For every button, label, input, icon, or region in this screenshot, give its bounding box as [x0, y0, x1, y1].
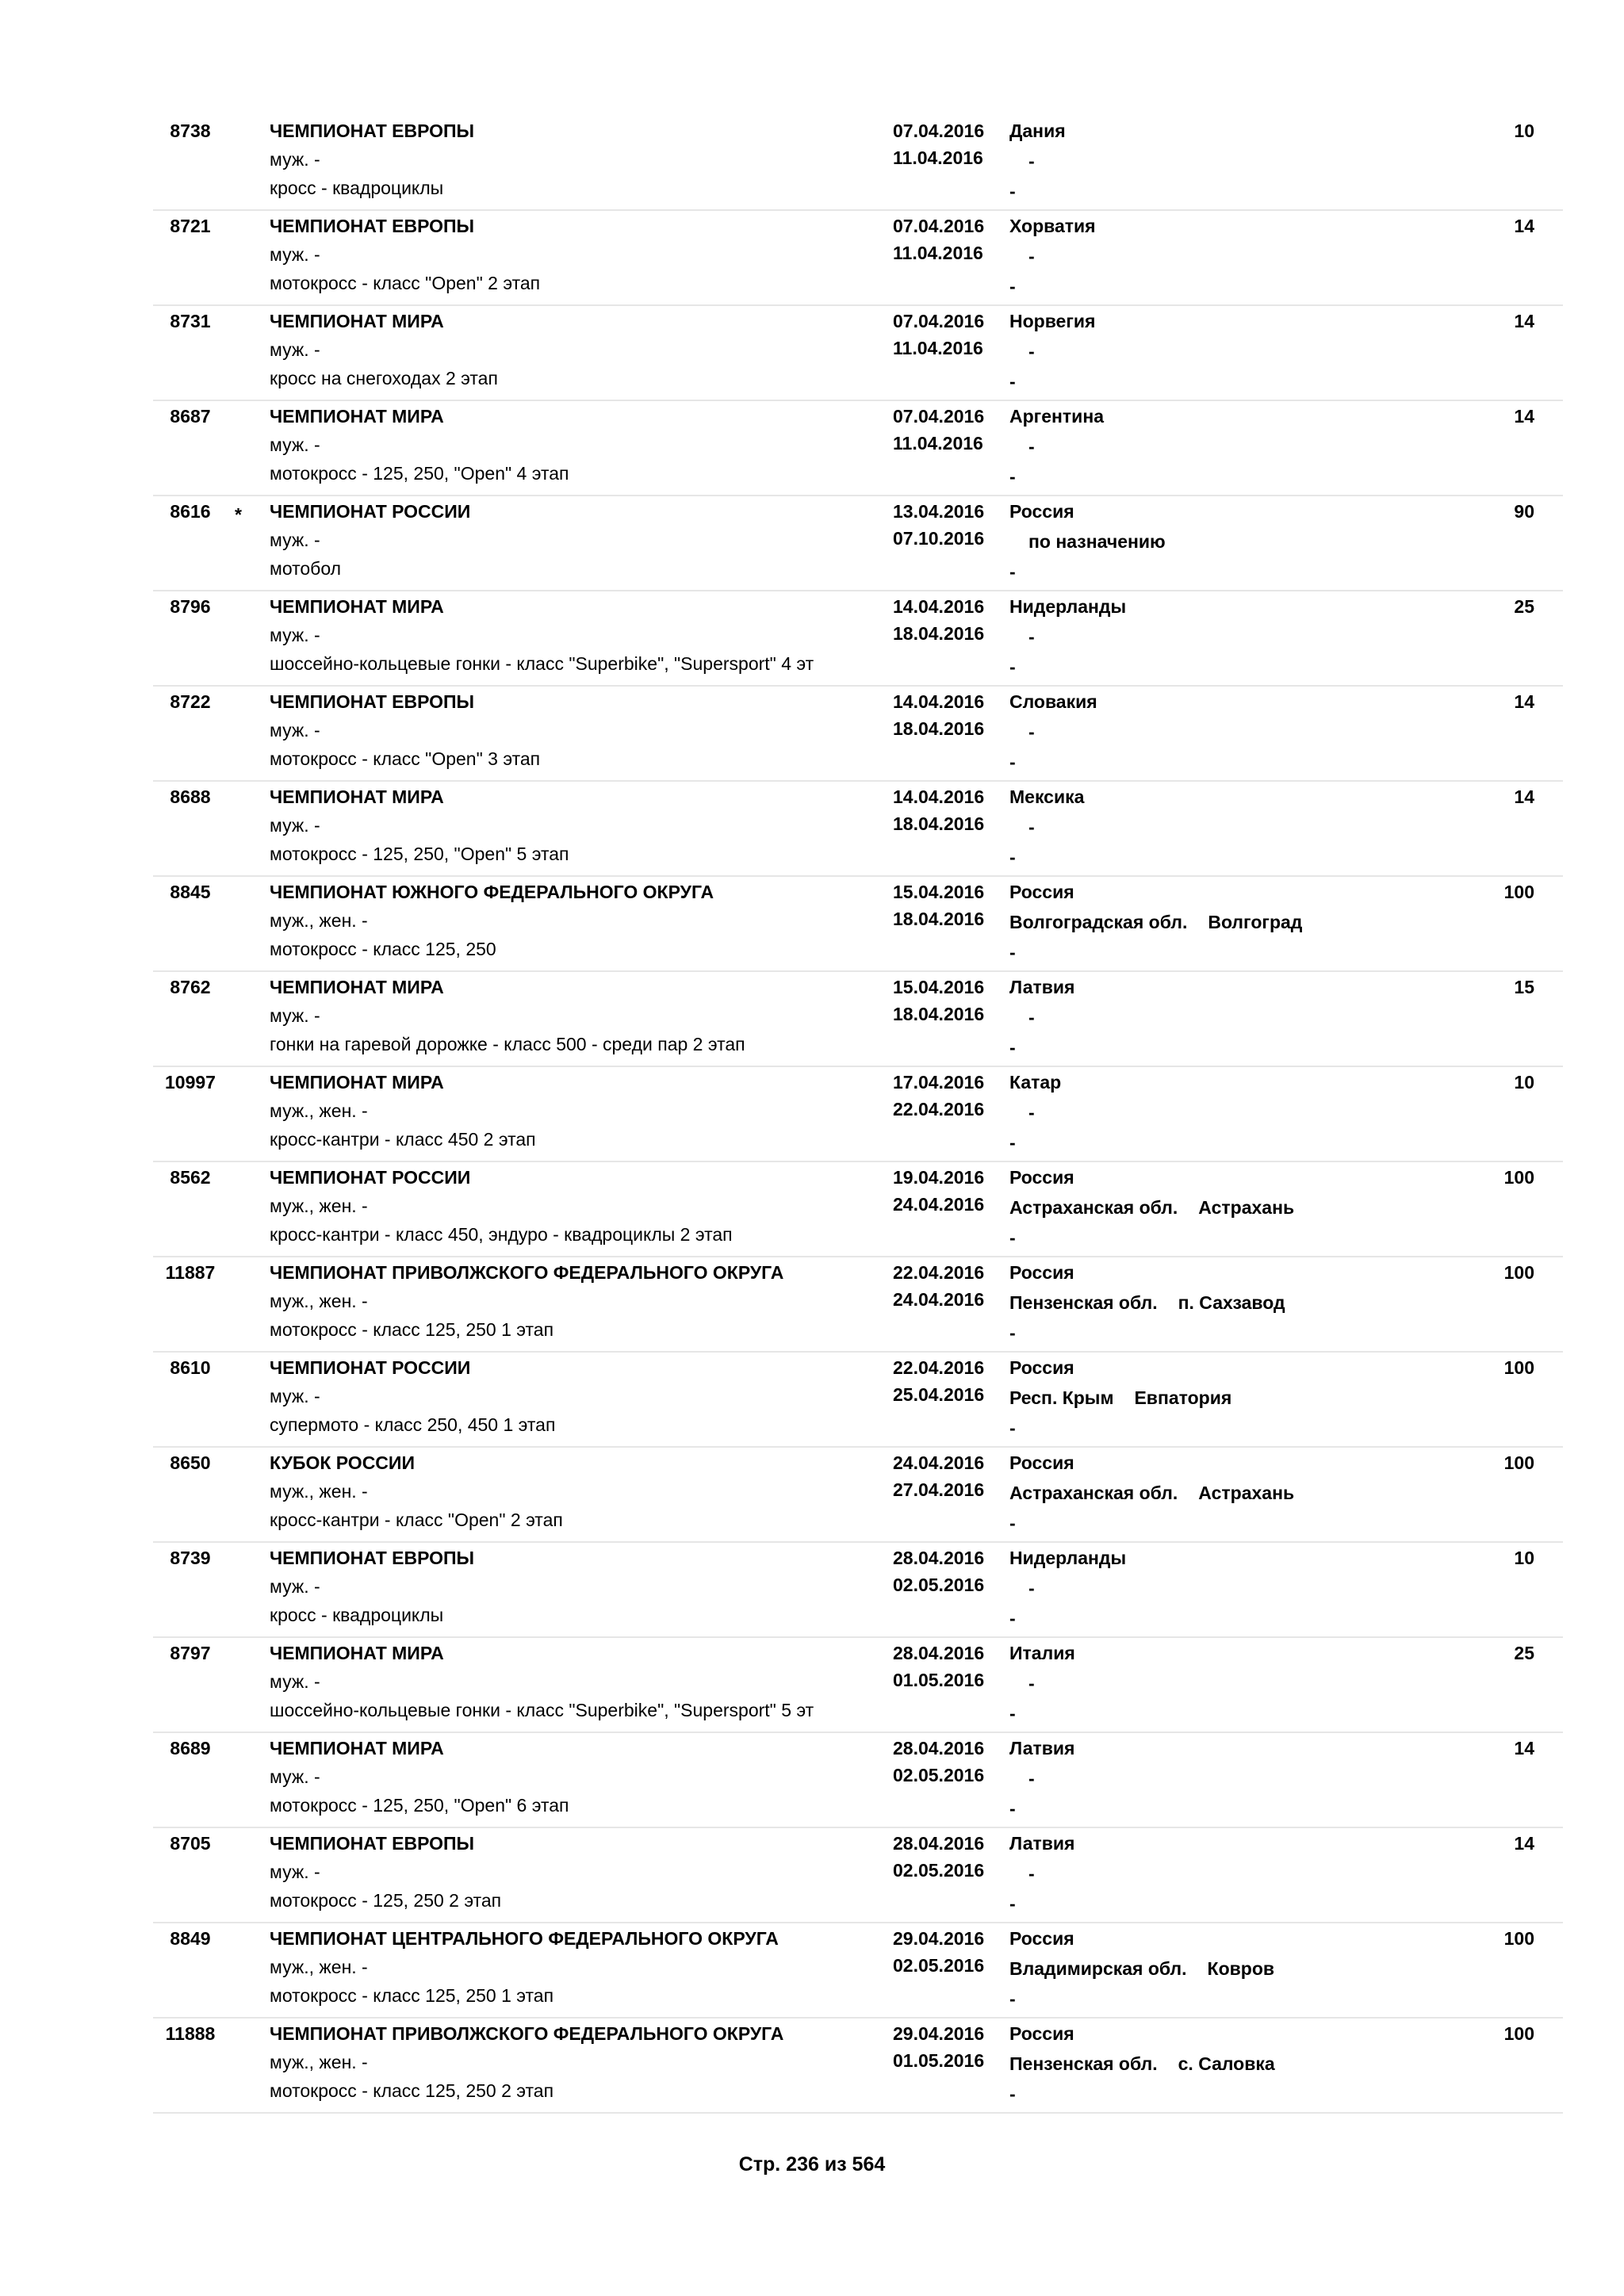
event-row [153, 1067, 1563, 1162]
date-end: 11.04.2016 [893, 243, 983, 263]
event-row [153, 1162, 1563, 1257]
date-end: 11.04.2016 [893, 147, 983, 168]
event-discipline: мотокросс - 125, 250, "Open" 6 этап [270, 1795, 569, 1816]
event-participants: 100 [1503, 882, 1534, 902]
event-row [153, 591, 1563, 687]
date-end: 02.05.2016 [893, 1765, 985, 1785]
event-gender: муж. - [270, 1386, 320, 1406]
date-start: 29.04.2016 [893, 2023, 985, 2044]
event-id: 11888 [165, 2023, 216, 2044]
event-gender: муж., жен. - [270, 1957, 368, 1977]
event-id: 8705 [170, 1833, 211, 1854]
date-start: 07.04.2016 [893, 311, 985, 331]
event-region-dash: - [1028, 1768, 1035, 1789]
event-discipline: кросс-кантри - класс 450, эндуро - квадроциклы 2 этап [270, 1224, 733, 1245]
event-region-dash: - [1028, 1102, 1035, 1123]
event-country: Латвия [1009, 977, 1075, 997]
date-end: 18.04.2016 [893, 813, 985, 834]
date-start: 15.04.2016 [893, 882, 985, 902]
event-id: 8738 [170, 121, 211, 141]
date-end: 11.04.2016 [893, 433, 983, 453]
event-gender: муж. - [270, 815, 320, 836]
event-venue-dash: - [1009, 2084, 1016, 2104]
event-title: ЧЕМПИОНАТ РОССИИ [270, 1357, 471, 1378]
event-venue-dash: - [1009, 1703, 1016, 1724]
event-gender: муж. - [270, 244, 320, 265]
event-country: Мексика [1009, 786, 1085, 807]
event-country: Дания [1009, 121, 1066, 141]
date-start: 14.04.2016 [893, 691, 985, 712]
event-discipline: гонки на гаревой дорожке - класс 500 - среди пар 2 этап [270, 1034, 745, 1054]
event-location [1009, 1389, 1231, 1407]
event-id: 8797 [170, 1643, 211, 1663]
event-gender: муж. - [270, 1005, 320, 1026]
date-start: 28.04.2016 [893, 1548, 985, 1568]
event-venue-dash: - [1009, 1132, 1016, 1153]
event-venue-dash: - [1009, 561, 1016, 582]
event-region: Респ. Крым [1009, 1387, 1114, 1408]
event-discipline: мотокросс - 125, 250, "Open" 5 этап [270, 844, 569, 864]
date-start: 07.04.2016 [893, 121, 985, 141]
event-row [153, 1828, 1563, 1923]
date-start: 17.04.2016 [893, 1072, 985, 1093]
event-id: 8845 [170, 882, 211, 902]
event-country: Хорватия [1009, 216, 1096, 236]
date-end: 01.05.2016 [893, 1670, 985, 1690]
event-venue-dash: - [1009, 1988, 1016, 2009]
event-venue-dash: - [1009, 181, 1016, 201]
event-row [153, 1353, 1563, 1448]
date-end: 24.04.2016 [893, 1289, 985, 1310]
event-id: 8650 [170, 1452, 211, 1473]
event-gender: муж. - [270, 530, 320, 550]
event-region: Пензенская обл. [1009, 2053, 1158, 2074]
event-country: Норвегия [1009, 311, 1096, 331]
event-location [1009, 1294, 1285, 1312]
event-row [153, 1448, 1563, 1543]
event-row [153, 401, 1563, 496]
date-end: 18.04.2016 [893, 718, 985, 739]
event-title: ЧЕМПИОНАТ ЕВРОПЫ [270, 121, 475, 141]
event-venue-dash: - [1009, 1227, 1016, 1248]
date-start: 22.04.2016 [893, 1357, 985, 1378]
event-participants: 100 [1503, 2023, 1534, 2044]
date-end: 18.04.2016 [893, 909, 985, 929]
event-venue-dash: - [1009, 847, 1016, 867]
event-id: 8688 [170, 786, 211, 807]
event-row [153, 2019, 1563, 2114]
date-end: 11.04.2016 [893, 338, 983, 358]
date-start: 07.04.2016 [893, 216, 985, 236]
event-participants: 100 [1503, 1357, 1534, 1378]
event-venue-dash: - [1009, 1798, 1016, 1819]
event-participants: 25 [1514, 1643, 1534, 1663]
event-id: 8610 [170, 1357, 211, 1378]
event-discipline: мотобол [270, 558, 342, 579]
date-end: 24.04.2016 [893, 1194, 985, 1215]
event-region-dash: - [1028, 721, 1035, 742]
event-title: ЧЕМПИОНАТ МИРА [270, 1643, 444, 1663]
date-end: 25.04.2016 [893, 1384, 985, 1405]
event-region: Волгоградская обл. [1009, 912, 1188, 932]
event-marker: * [235, 504, 242, 525]
event-participants: 14 [1514, 311, 1534, 331]
event-id: 8562 [170, 1167, 211, 1188]
date-start: 28.04.2016 [893, 1738, 985, 1758]
event-id: 10997 [165, 1072, 216, 1093]
event-country: Италия [1009, 1643, 1075, 1663]
event-gender: муж., жен. - [270, 1100, 368, 1121]
event-participants: 14 [1514, 216, 1534, 236]
event-venue-dash: - [1009, 276, 1016, 297]
event-gender: муж., жен. - [270, 2052, 368, 2072]
event-title: ЧЕМПИОНАТ МИРА [270, 596, 444, 617]
date-start: 28.04.2016 [893, 1643, 985, 1663]
date-end: 07.10.2016 [893, 528, 985, 549]
date-start: 15.04.2016 [893, 977, 985, 997]
event-participants: 90 [1514, 501, 1534, 522]
date-end: 02.05.2016 [893, 1860, 985, 1881]
event-participants: 14 [1514, 406, 1534, 427]
event-venue-dash: - [1009, 466, 1016, 487]
event-venue-dash: - [1009, 1322, 1016, 1343]
date-start: 28.04.2016 [893, 1833, 985, 1854]
event-row [153, 116, 1563, 211]
event-gender: муж., жен. - [270, 1291, 368, 1311]
event-row [153, 687, 1563, 782]
event-title: КУБОК РОССИИ [270, 1452, 415, 1473]
date-end: 27.04.2016 [893, 1479, 985, 1500]
date-start: 22.04.2016 [893, 1262, 985, 1283]
event-country: Латвия [1009, 1738, 1075, 1758]
event-participants: 10 [1514, 1072, 1534, 1093]
event-discipline: супермото - класс 250, 450 1 этап [270, 1414, 556, 1435]
date-end: 02.05.2016 [893, 1575, 985, 1595]
event-country: Россия [1009, 1167, 1074, 1188]
event-participants: 100 [1503, 1452, 1534, 1473]
event-gender: муж. - [270, 1862, 320, 1882]
event-gender: муж. - [270, 339, 320, 360]
event-region-dash: - [1028, 1578, 1035, 1598]
event-title: ЧЕМПИОНАТ МИРА [270, 311, 444, 331]
event-discipline: мотокросс - 125, 250, "Open" 4 этап [270, 463, 569, 484]
event-title: ЧЕМПИОНАТ ПРИВОЛЖСКОГО ФЕДЕРАЛЬНОГО ОКРУГА [270, 1262, 784, 1283]
event-title: ЧЕМПИОНАТ ЕВРОПЫ [270, 691, 475, 712]
date-end: 18.04.2016 [893, 623, 985, 644]
event-city: Волгоград [1208, 912, 1303, 932]
date-start: 19.04.2016 [893, 1167, 985, 1188]
event-country: Нидерланды [1009, 596, 1127, 617]
event-location [1009, 2055, 1275, 2073]
event-venue-dash: - [1009, 1893, 1016, 1914]
event-region: Астраханская обл. [1009, 1483, 1178, 1503]
date-start: 29.04.2016 [893, 1928, 985, 1949]
event-participants: 100 [1503, 1167, 1534, 1188]
event-country: Словакия [1009, 691, 1097, 712]
event-row [153, 782, 1563, 877]
event-title: ЧЕМПИОНАТ ЕВРОПЫ [270, 1833, 475, 1854]
event-city: Ковров [1207, 1958, 1275, 1979]
event-title: ЧЕМПИОНАТ РОССИИ [270, 1167, 471, 1188]
event-gender: муж. - [270, 149, 320, 170]
event-discipline: мотокросс - класс 125, 250 1 этап [270, 1985, 554, 2006]
event-city: Астрахань [1198, 1197, 1295, 1218]
event-id: 8849 [170, 1928, 211, 1949]
event-discipline: шоссейно-кольцевые гонки - класс "Superbike", "Supersport" 4 эт [270, 653, 814, 674]
event-participants: 14 [1514, 1738, 1534, 1758]
event-id: 8721 [170, 216, 211, 236]
event-gender: муж. - [270, 1671, 320, 1692]
event-title: ЧЕМПИОНАТ РОССИИ [270, 501, 471, 522]
event-discipline: кросс - квадроциклы [270, 1605, 444, 1625]
event-region: по назначению [1028, 531, 1166, 552]
event-venue-dash: - [1009, 656, 1016, 677]
event-gender: муж. - [270, 434, 320, 455]
event-discipline: мотокросс - класс "Open" 3 этап [270, 748, 541, 769]
event-venue-dash: - [1009, 1037, 1016, 1058]
event-title: ЧЕМПИОНАТ МИРА [270, 786, 444, 807]
event-id: 8796 [170, 596, 211, 617]
event-discipline: мотокросс - класс 125, 250 1 этап [270, 1319, 554, 1340]
event-row [153, 496, 1563, 591]
event-row [153, 211, 1563, 306]
event-title: ЧЕМПИОНАТ ПРИВОЛЖСКОГО ФЕДЕРАЛЬНОГО ОКРУГА [270, 2023, 784, 2044]
event-gender: муж. - [270, 720, 320, 740]
event-participants: 14 [1514, 1833, 1534, 1854]
event-country: Россия [1009, 1357, 1074, 1378]
event-discipline: кросс - квадроциклы [270, 178, 444, 198]
event-region-dash: - [1028, 626, 1035, 647]
date-start: 07.04.2016 [893, 406, 985, 427]
event-id: 8731 [170, 311, 211, 331]
event-row [153, 1923, 1563, 2019]
event-country: Россия [1009, 501, 1074, 522]
event-region-dash: - [1028, 436, 1035, 457]
event-country: Россия [1009, 2023, 1074, 2044]
event-discipline: кросс-кантри - класс "Open" 2 этап [270, 1510, 563, 1530]
date-end: 18.04.2016 [893, 1004, 985, 1024]
event-title: ЧЕМПИОНАТ ЕВРОПЫ [270, 216, 475, 236]
event-region-dash: - [1028, 817, 1035, 837]
event-row [153, 1638, 1563, 1733]
event-discipline: кросс-кантри - класс 450 2 этап [270, 1129, 536, 1150]
event-gender: муж. - [270, 1576, 320, 1597]
event-city: Астрахань [1198, 1483, 1295, 1503]
event-discipline: шоссейно-кольцевые гонки - класс "Superbike", "Supersport" 5 эт [270, 1700, 814, 1720]
event-row [153, 1257, 1563, 1353]
event-region-dash: - [1028, 151, 1035, 171]
event-location [1009, 913, 1302, 932]
event-discipline: мотокросс - класс 125, 250 2 этап [270, 2080, 554, 2101]
event-country: Нидерланды [1009, 1548, 1127, 1568]
event-region: Пензенская обл. [1009, 1292, 1158, 1313]
event-region-dash: - [1028, 1007, 1035, 1027]
event-gender: муж. - [270, 625, 320, 645]
event-row [153, 306, 1563, 401]
event-country: Катар [1009, 1072, 1062, 1093]
event-discipline: мотокросс - 125, 250 2 этап [270, 1890, 502, 1911]
event-country: Россия [1009, 1928, 1074, 1949]
event-venue-dash: - [1009, 942, 1016, 962]
event-country: Россия [1009, 882, 1074, 902]
event-city: п. Сахзавод [1178, 1292, 1285, 1313]
event-id: 8687 [170, 406, 211, 427]
event-participants: 10 [1514, 121, 1534, 141]
event-id: 8722 [170, 691, 211, 712]
date-start: 14.04.2016 [893, 596, 985, 617]
date-end: 01.05.2016 [893, 2050, 985, 2071]
event-country: Россия [1009, 1262, 1074, 1283]
event-location [1009, 1960, 1274, 1978]
event-venue-dash: - [1009, 1608, 1016, 1628]
event-title: ЧЕМПИОНАТ ЦЕНТРАЛЬНОГО ФЕДЕРАЛЬНОГО ОКРУГА [270, 1928, 779, 1949]
event-title: ЧЕМПИОНАТ МИРА [270, 1072, 444, 1093]
event-row [153, 1733, 1563, 1828]
event-id: 8689 [170, 1738, 211, 1758]
event-title: ЧЕМПИОНАТ ЮЖНОГО ФЕДЕРАЛЬНОГО ОКРУГА [270, 882, 714, 902]
event-discipline: мотокросс - класс 125, 250 [270, 939, 496, 959]
event-region-dash: - [1028, 1863, 1035, 1884]
event-country: Россия [1009, 1452, 1074, 1473]
event-title: ЧЕМПИОНАТ МИРА [270, 406, 444, 427]
page-number: Стр. 236 из 564 [738, 2153, 886, 2175]
event-country: Латвия [1009, 1833, 1075, 1854]
event-gender: муж. - [270, 1766, 320, 1787]
event-city: Евпатория [1134, 1387, 1232, 1408]
event-region-dash: - [1028, 246, 1035, 266]
event-gender: муж., жен. - [270, 1196, 368, 1216]
event-title: ЧЕМПИОНАТ МИРА [270, 977, 444, 997]
event-venue-dash: - [1009, 1513, 1016, 1533]
event-participants: 25 [1514, 596, 1534, 617]
date-end: 22.04.2016 [893, 1099, 985, 1119]
event-gender: муж., жен. - [270, 910, 368, 931]
date-end: 02.05.2016 [893, 1955, 985, 1976]
event-country: Аргентина [1009, 406, 1105, 427]
event-row [153, 877, 1563, 972]
event-id: 8739 [170, 1548, 211, 1568]
event-location [1009, 1484, 1294, 1502]
date-start: 14.04.2016 [893, 786, 985, 807]
event-location [1009, 1199, 1294, 1217]
event-row [153, 972, 1563, 1067]
event-participants: 100 [1503, 1928, 1534, 1949]
events-table [153, 116, 1563, 2114]
event-participants: 14 [1514, 786, 1534, 807]
event-participants: 100 [1503, 1262, 1534, 1283]
event-venue-dash: - [1009, 752, 1016, 772]
event-venue-dash: - [1009, 371, 1016, 392]
event-participants: 10 [1514, 1548, 1534, 1568]
event-id: 8616 [170, 501, 211, 522]
event-row [153, 1543, 1563, 1638]
event-id: 8762 [170, 977, 211, 997]
event-title: ЧЕМПИОНАТ МИРА [270, 1738, 444, 1758]
event-title: ЧЕМПИОНАТ ЕВРОПЫ [270, 1548, 475, 1568]
event-region: Астраханская обл. [1009, 1197, 1178, 1218]
event-participants: 15 [1514, 977, 1534, 997]
event-id: 11887 [165, 1262, 216, 1283]
event-venue-dash: - [1009, 1418, 1016, 1438]
event-city: с. Саловка [1178, 2053, 1275, 2074]
event-region: Владимирская обл. [1009, 1958, 1187, 1979]
date-start: 13.04.2016 [893, 501, 985, 522]
event-gender: муж., жен. - [270, 1481, 368, 1502]
event-region-dash: - [1028, 1673, 1035, 1693]
event-discipline: мотокросс - класс "Open" 2 этап [270, 273, 541, 293]
event-region-dash: - [1028, 341, 1035, 362]
event-discipline: кросс на снегоходах 2 этап [270, 368, 498, 388]
date-start: 24.04.2016 [893, 1452, 985, 1473]
event-participants: 14 [1514, 691, 1534, 712]
